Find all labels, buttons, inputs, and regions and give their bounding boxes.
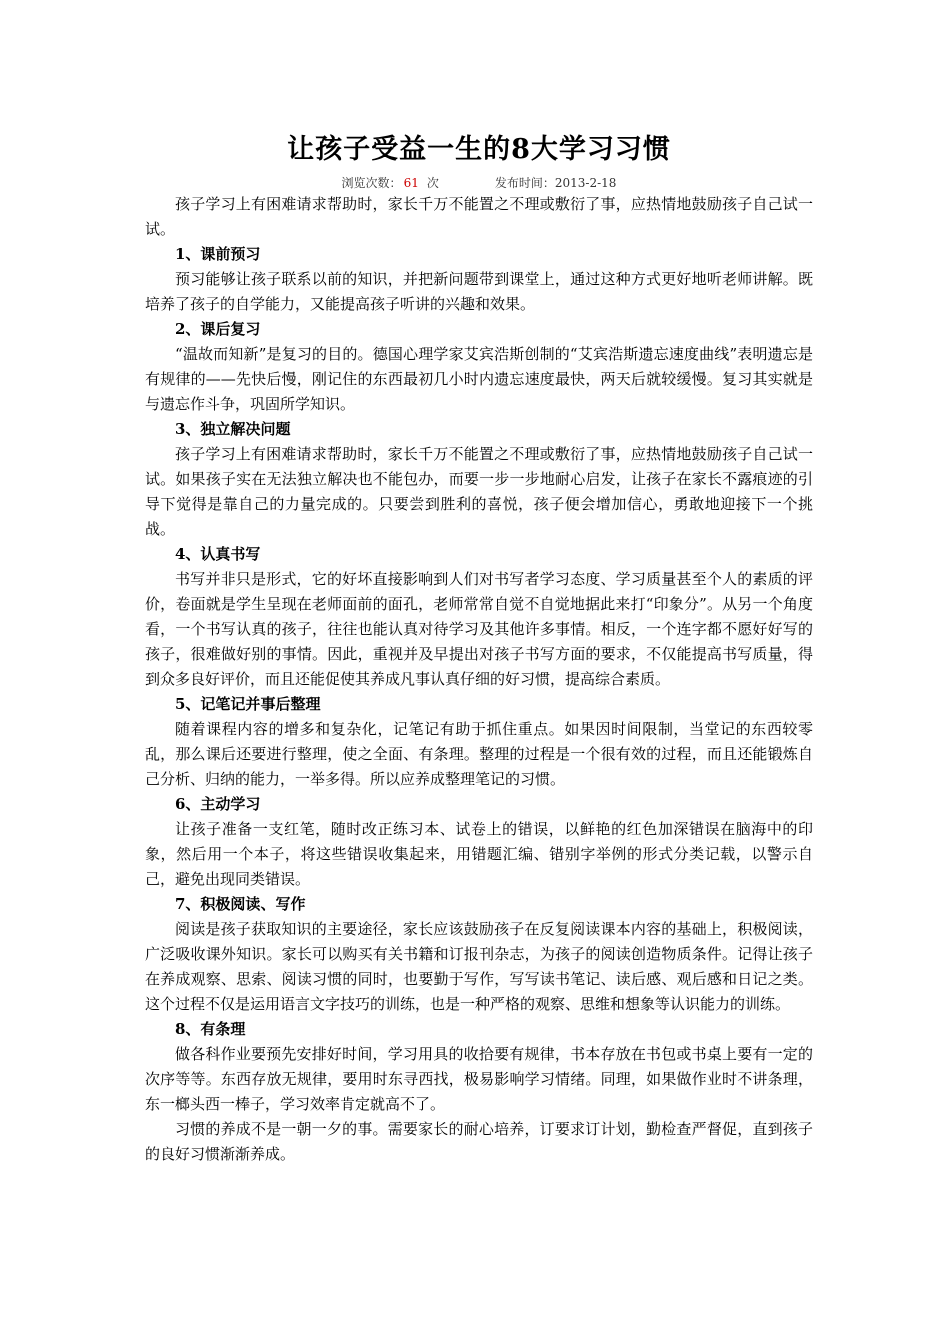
section-paragraph: 书写并非只是形式，它的好坏直接影响到人们对书写者学习态度、学习质量甚至个人的素质的评价，卷面就是学生呈现在老师面前的面孔，老师常常自觉不自觉地据此来打“印象分”。从另一个角度看，一个书写认真的孩子，往往也能认真对待学习及其他许多事情。相反，一个连字都不愿好好写的孩子，很难做好别的事情。因此，重视并及早提出对孩子书写方面的要求，不仅能提高书写质量，得到众多良好评价，而且还能促使其养成凡事认真仔细的好习惯，提高综合素质。	[145, 570, 813, 688]
views-unit: 次	[426, 176, 439, 190]
section-heading: 7、积极阅读、写作	[175, 895, 306, 913]
section-paragraph: “温故而知新”是复习的目的。德国心理学家艾宾浩斯创制的“艾宾浩斯遗忘速度曲线”表明遗忘是有规律的——先快后慢，刚记住的东西最初几小时内遗忘速度最快，两天后就较缓慢。复习其实就是与遗忘作斗争，巩固所学知识。	[145, 345, 813, 413]
section-heading: 6、主动学习	[175, 795, 261, 813]
section-paragraph: 阅读是孩子获取知识的主要途径，家长应该鼓励孩子在反复阅读课本内容的基础上，积极阅读，广泛吸收课外知识。家长可以购买有关书籍和订报刊杂志，为孩子的阅读创造物质条件。记得让孩子在养成观察、思索、阅读习惯的同时，也要勤于写作，写写读书笔记、读后感、观后感和日记之类。这个过程不仅是运用语言文字技巧的训练，也是一种严格的观察、思维和想象等认识能力的训练。	[145, 920, 813, 1013]
section-paragraph: 孩子学习上有困难请求帮助时，家长千万不能置之不理或敷衍了事，应热情地鼓励孩子自己试一试。如果孩子实在无法独立解决也不能包办，而要一步一步地耐心启发，让孩子在家长不露痕迹的引导下觉得是靠自己的力量完成的。只要尝到胜利的喜悦，孩子便会增加信心，勇敢地迎接下一个挑战。	[145, 445, 813, 538]
date-label: 发布时间：	[494, 176, 555, 190]
article-meta	[145, 174, 813, 192]
section-heading: 1、课前预习	[175, 245, 261, 263]
date-value: 2013-2-18	[554, 176, 617, 190]
section-2	[145, 317, 813, 417]
section-paragraph: 预习能够让孩子联系以前的知识，并把新问题带到课堂上，通过这种方式更好地听老师讲解。既培养了孩子的自学能力，又能提高孩子听讲的兴趣和效果。	[145, 270, 813, 313]
views-count: 61	[403, 176, 419, 190]
section-heading: 2、课后复习	[175, 320, 261, 338]
views-label: 浏览次数：	[341, 176, 402, 190]
section-heading: 4、认真书写	[175, 545, 261, 563]
intro-paragraph: 孩子学习上有困难请求帮助时，家长千万不能置之不理或敷衍了事，应热情地鼓励孩子自己试一试。	[145, 195, 813, 238]
section-paragraph: 随着课程内容的增多和复杂化，记笔记有助于抓住重点。如果因时间限制，当堂记的东西较零乱，那么课后还要进行整理，使之全面、有条理。整理的过程是一个很有效的过程，而且还能锻炼自己分析、归纳的能力，一举多得。所以应养成整理笔记的习惯。	[145, 720, 813, 788]
closing-paragraph: 习惯的养成不是一朝一夕的事。需要家长的耐心培养，订要求订计划，勤检查严督促，直到孩子的良好习惯渐渐养成。	[145, 1120, 813, 1163]
section-1	[145, 242, 813, 317]
section-5	[145, 692, 813, 792]
section-paragraph: 做各科作业要预先安排好时间，学习用具的收拾要有规律，书本存放在书包或书桌上要有一定的次序等等。东西存放无规律，要用时东寻西找，极易影响学习情绪。同理，如果做作业时不讲条理，东一榔头西一棒子，学习效率肯定就高不了。	[145, 1045, 813, 1113]
section-4	[145, 542, 813, 692]
article-title: 让孩子受益一生的8大学习习惯	[287, 134, 671, 165]
section-paragraph: 让孩子准备一支红笔，随时改正练习本、试卷上的错误，以鲜艳的红色加深错误在脑海中的印象，然后用一个本子，将这些错误收集起来，用错题汇编、错别字举例的形式分类记载，以警示自己，避免出现同类错误。	[145, 820, 813, 888]
article	[145, 128, 813, 1167]
section-heading: 5、记笔记并事后整理	[175, 695, 321, 713]
section-3	[145, 417, 813, 542]
section-6	[145, 792, 813, 892]
section-7	[145, 892, 813, 1017]
section-heading: 3、独立解决问题	[175, 420, 291, 438]
section-heading: 8、有条理	[175, 1020, 246, 1038]
section-8	[145, 1017, 813, 1167]
